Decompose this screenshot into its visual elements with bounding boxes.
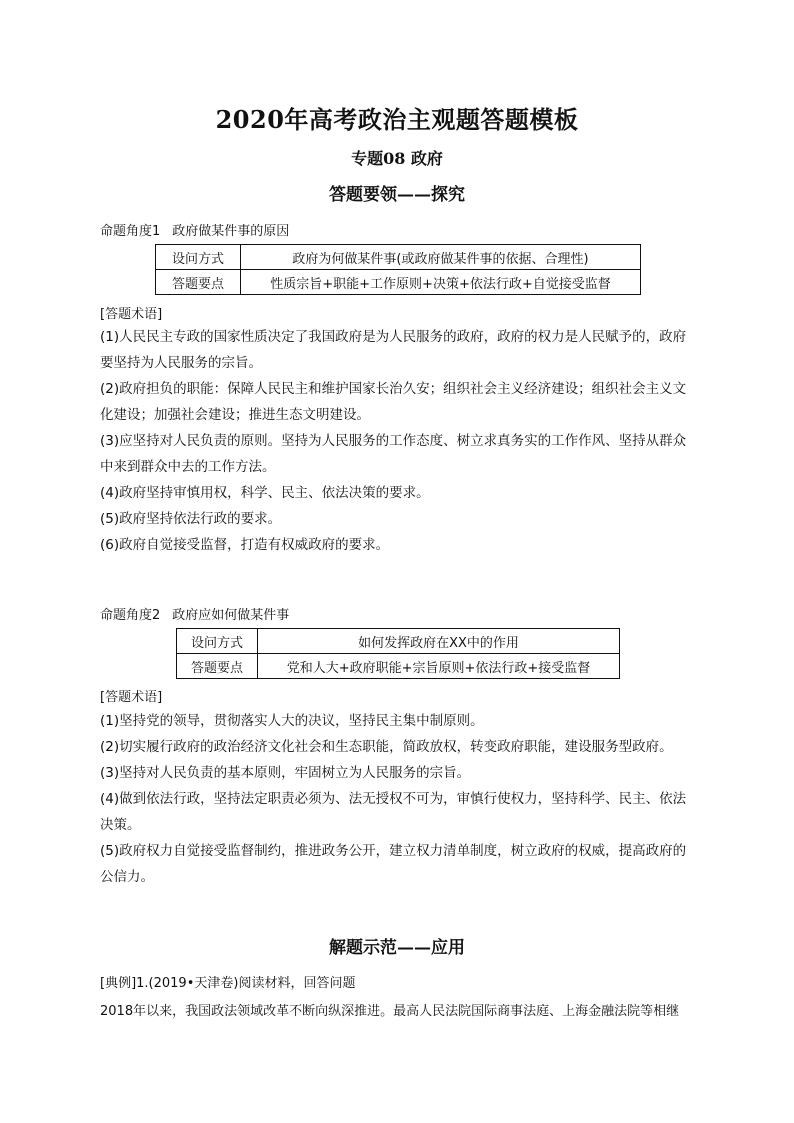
- angle1-term-label: [答题术语]: [100, 307, 163, 322]
- section-heading-apply: 解题示范——应用: [329, 938, 465, 958]
- list-item: (4)政府坚持审慎用权，科学、民主、依法决策的要求。: [100, 485, 430, 501]
- section-heading-explore: 答题要领——探究: [329, 185, 465, 205]
- angle1-heading: [100, 220, 289, 239]
- list-item: (5)政府坚持依法行政的要求。: [100, 511, 282, 527]
- table-cell: 答题要点: [156, 270, 241, 295]
- table-row: [156, 245, 641, 270]
- angle2-term-label: [答题术语]: [100, 690, 163, 705]
- example-heading: [典例]1.(2019•天津卷)阅读材料，回答问题: [100, 976, 356, 991]
- table-cell: 性质宗旨+职能+工作原则+决策+依法行政+自觉接受监督: [241, 270, 641, 295]
- page-title: 2020年高考政治主观题答题模板: [215, 105, 579, 134]
- table-row: [177, 654, 620, 679]
- list-item: (2)切实履行政府的政治经济文化社会和生态职能，简政放权，转变政府职能，建设服务型政府。: [100, 739, 673, 755]
- angle1-label: 命题角度1: [100, 224, 161, 239]
- list-item: (5)政府权力自觉接受监督制约，推进政务公开，建立权力清单制度，树立政府的权威，提高政府的公信力。: [100, 843, 687, 885]
- list-item: (1)坚持党的领导，贯彻落实人大的决议，坚持民主集中制原则。: [100, 713, 484, 729]
- table-cell: 设问方式: [177, 629, 258, 654]
- list-item: (2)政府担负的职能：保障人民民主和维护国家长治久安；组织社会主义经济建设；组织社会主义文化建设；加强社会建设；推进生态文明建设。: [100, 381, 687, 423]
- angle2-points: [100, 708, 694, 890]
- topic-subtitle: 专题08 政府: [351, 149, 443, 168]
- example-paragraph: 2018年以来，我国政法领域改革不断向纵深推进。最高人民法院国际商事法庭、上海金融法院等相继: [100, 1004, 680, 1019]
- table-row: [156, 270, 641, 295]
- table-cell: 政府为何做某件事(或政府做某件事的依据、合理性): [241, 245, 641, 270]
- table-row: [177, 629, 620, 654]
- list-item: (6)政府自觉接受监督，打造有权威政府的要求。: [100, 537, 390, 553]
- list-item: (4)做到依法行政，坚持法定职责必须为、法无授权不可为，审慎行使权力，坚持科学、民主、依法决策。: [100, 791, 687, 833]
- angle1-topic: 政府做某件事的原因: [172, 224, 290, 239]
- table-cell: 答题要点: [177, 654, 258, 679]
- table-cell: 党和人大+政府职能+宗旨原则+依法行政+接受监督: [258, 654, 620, 679]
- angle2-table: [176, 628, 620, 679]
- table-cell: 设问方式: [156, 245, 241, 270]
- list-item: (3)坚持对人民负责的基本原则，牢固树立为人民服务的宗旨。: [100, 765, 471, 781]
- list-item: (1)人民民主专政的国家性质决定了我国政府是为人民服务的政府，政府的权力是人民赋予的，政府要坚持为人民服务的宗旨。: [100, 329, 687, 371]
- angle2-topic: 政府应如何做某件事: [172, 608, 290, 623]
- angle1-table: [155, 244, 641, 295]
- angle2-label: 命题角度2: [100, 608, 161, 623]
- angle1-points: [100, 324, 694, 558]
- angle2-heading: [100, 604, 289, 623]
- list-item: (3)应坚持对人民负责的原则。坚持为人民服务的工作态度、树立求真务实的工作作风、坚持从群众中来到群众中去的工作方法。: [100, 433, 687, 475]
- table-cell: 如何发挥政府在XX中的作用: [258, 629, 620, 654]
